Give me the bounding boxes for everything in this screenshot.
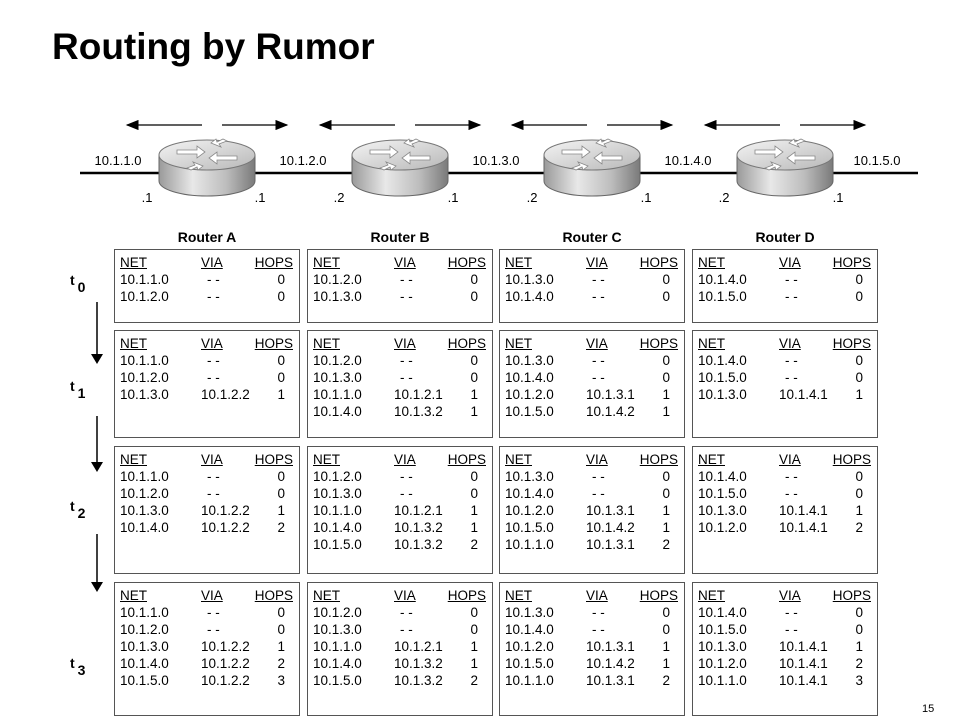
net-cell: 10.1.3.0 — [120, 503, 169, 518]
hops-cell: 0 — [470, 469, 478, 484]
via-column-header: VIA — [779, 255, 801, 270]
hops-cell: 1 — [470, 639, 478, 654]
hops-cell: 2 — [470, 673, 478, 688]
net-cell: 10.1.2.0 — [120, 370, 169, 385]
router-name-label: Router C — [562, 229, 622, 245]
hops-cell: 0 — [855, 289, 863, 304]
via-cell: 10.1.3.2 — [394, 656, 443, 671]
net-column-header: NET — [698, 588, 725, 603]
via-cell: - - — [592, 353, 605, 368]
via-cell: 10.1.4.1 — [779, 387, 828, 402]
hops-cell: 1 — [470, 503, 478, 518]
via-cell: - - — [400, 622, 413, 637]
net-cell: 10.1.2.0 — [313, 353, 362, 368]
via-column-header: VIA — [394, 255, 416, 270]
hops-cell: 0 — [470, 272, 478, 287]
hops-cell: 1 — [662, 404, 670, 419]
time-step-subscript: 0 — [77, 279, 86, 295]
via-column-header: VIA — [586, 255, 608, 270]
net-cell: 10.1.5.0 — [698, 486, 747, 501]
hops-cell: 0 — [277, 272, 285, 287]
via-cell: 10.1.4.2 — [586, 656, 635, 671]
hops-cell: 0 — [855, 469, 863, 484]
net-cell: 10.1.1.0 — [505, 673, 554, 688]
via-cell: - - — [785, 289, 798, 304]
via-cell: 10.1.3.1 — [586, 503, 635, 518]
net-cell: 10.1.4.0 — [698, 353, 747, 368]
page-number: 15 — [922, 703, 935, 715]
via-cell: - - — [207, 622, 220, 637]
via-column-header: VIA — [779, 452, 801, 467]
hops-cell: 0 — [662, 469, 670, 484]
time-step-label: t $_0$ — [70, 272, 86, 295]
hops-cell: 2 — [662, 673, 670, 688]
hops-cell: 0 — [277, 486, 285, 501]
net-cell: 10.1.4.0 — [698, 272, 747, 287]
net-cell: 10.1.1.0 — [313, 639, 362, 654]
net-cell: 10.1.3.0 — [313, 622, 362, 637]
hops-column-header: HOPS — [832, 336, 871, 351]
hops-cell: 2 — [662, 537, 670, 552]
net-column-header: NET — [698, 336, 725, 351]
hops-cell: 0 — [662, 605, 670, 620]
hops-cell: 0 — [662, 353, 670, 368]
network-label: 10.1.5.0 — [853, 153, 901, 168]
net-cell: 10.1.5.0 — [505, 404, 554, 419]
net-cell: 10.1.3.0 — [505, 353, 554, 368]
via-cell: - - — [207, 605, 220, 620]
net-column-header: NET — [313, 588, 340, 603]
net-cell: 10.1.5.0 — [313, 673, 362, 688]
net-cell: 10.1.3.0 — [698, 503, 747, 518]
net-column-header: NET — [313, 255, 340, 270]
hops-cell: 0 — [855, 272, 863, 287]
router-name-label: Router B — [370, 229, 430, 245]
hops-cell: 1 — [470, 387, 478, 402]
via-cell: 10.1.2.2 — [201, 520, 250, 535]
via-cell: 10.1.2.1 — [394, 503, 443, 518]
interface-label: .1 — [640, 190, 652, 205]
hops-column-header: HOPS — [447, 336, 486, 351]
net-cell: 10.1.5.0 — [698, 370, 747, 385]
via-cell: 10.1.3.2 — [394, 520, 443, 535]
hops-cell: 0 — [855, 353, 863, 368]
time-step-label: t $_1$ — [70, 378, 86, 401]
hops-cell: 0 — [855, 605, 863, 620]
net-cell: 10.1.2.0 — [505, 503, 554, 518]
net-cell: 10.1.2.0 — [505, 639, 554, 654]
hops-cell: 2 — [277, 656, 285, 671]
hops-cell: 1 — [662, 520, 670, 535]
net-cell: 10.1.4.0 — [698, 605, 747, 620]
hops-cell: 1 — [855, 387, 863, 402]
interface-label: .2 — [333, 190, 345, 205]
hops-cell: 1 — [662, 503, 670, 518]
net-cell: 10.1.5.0 — [313, 537, 362, 552]
hops-cell: 3 — [855, 673, 863, 688]
time-arrow-head — [91, 354, 103, 364]
hops-cell: 2 — [277, 520, 285, 535]
via-column-header: VIA — [201, 336, 223, 351]
net-cell: 10.1.2.0 — [313, 605, 362, 620]
hops-cell: 1 — [277, 503, 285, 518]
hops-cell: 0 — [277, 289, 285, 304]
router-name-label: Router A — [177, 229, 237, 245]
hops-column-header: HOPS — [254, 255, 293, 270]
via-cell: - - — [785, 469, 798, 484]
via-cell: 10.1.2.2 — [201, 387, 250, 402]
hops-cell: 0 — [662, 289, 670, 304]
via-column-header: VIA — [201, 255, 223, 270]
time-arrow-head — [91, 462, 103, 472]
via-cell: 10.1.4.1 — [779, 520, 828, 535]
via-cell: 10.1.4.1 — [779, 503, 828, 518]
net-cell: 10.1.4.0 — [505, 622, 554, 637]
via-cell: - - — [785, 622, 798, 637]
hops-column-header: HOPS — [254, 588, 293, 603]
slide-title: Routing by Rumor — [52, 26, 375, 67]
hops-column-header: HOPS — [447, 255, 486, 270]
net-cell: 10.1.3.0 — [698, 387, 747, 402]
net-column-header: NET — [505, 452, 532, 467]
via-cell: 10.1.4.1 — [779, 673, 828, 688]
via-column-header: VIA — [586, 452, 608, 467]
interface-label: .1 — [141, 190, 153, 205]
hops-column-header: HOPS — [447, 452, 486, 467]
net-column-header: NET — [120, 452, 147, 467]
via-column-header: VIA — [201, 588, 223, 603]
net-cell: 10.1.3.0 — [698, 639, 747, 654]
net-cell: 10.1.1.0 — [698, 673, 747, 688]
net-cell: 10.1.1.0 — [313, 387, 362, 402]
net-column-header: NET — [698, 255, 725, 270]
hops-cell: 2 — [470, 537, 478, 552]
net-cell: 10.1.2.0 — [313, 272, 362, 287]
hops-cell: 0 — [470, 289, 478, 304]
hops-cell: 1 — [662, 656, 670, 671]
hops-cell: 0 — [277, 469, 285, 484]
via-column-header: VIA — [394, 588, 416, 603]
net-cell: 10.1.5.0 — [505, 520, 554, 535]
via-cell: - - — [400, 289, 413, 304]
net-cell: 10.1.2.0 — [505, 387, 554, 402]
net-cell: 10.1.5.0 — [698, 622, 747, 637]
via-cell: - - — [400, 469, 413, 484]
via-cell: - - — [592, 622, 605, 637]
net-cell: 10.1.4.0 — [313, 520, 362, 535]
hops-cell: 0 — [470, 353, 478, 368]
time-step-subscript: 2 — [77, 505, 86, 521]
hops-cell: 1 — [277, 387, 285, 402]
hops-cell: 2 — [855, 520, 863, 535]
net-cell: 10.1.4.0 — [505, 370, 554, 385]
via-column-header: VIA — [779, 588, 801, 603]
net-cell: 10.1.1.0 — [120, 605, 169, 620]
net-column-header: NET — [505, 336, 532, 351]
hops-cell: 0 — [662, 622, 670, 637]
via-cell: 10.1.4.1 — [779, 639, 828, 654]
via-cell: 10.1.3.2 — [394, 537, 443, 552]
via-cell: - - — [592, 289, 605, 304]
net-cell: 10.1.4.0 — [313, 404, 362, 419]
net-column-header: NET — [505, 588, 532, 603]
hops-cell: 1 — [277, 639, 285, 654]
via-cell: - - — [400, 605, 413, 620]
net-cell: 10.1.5.0 — [505, 656, 554, 671]
via-cell: - - — [785, 370, 798, 385]
net-cell: 10.1.3.0 — [313, 289, 362, 304]
hops-column-header: HOPS — [447, 588, 486, 603]
time-step-label: t $_2$ — [70, 498, 86, 521]
net-cell: 10.1.2.0 — [120, 622, 169, 637]
via-cell: 10.1.4.2 — [586, 404, 635, 419]
hops-cell: 0 — [470, 605, 478, 620]
net-cell: 10.1.5.0 — [698, 289, 747, 304]
net-cell: 10.1.3.0 — [120, 387, 169, 402]
hops-cell: 1 — [470, 404, 478, 419]
time-step-label: t $_3$ — [70, 655, 86, 678]
via-cell: 10.1.3.1 — [586, 673, 635, 688]
network-label: 10.1.3.0 — [472, 153, 520, 168]
via-cell: 10.1.2.1 — [394, 639, 443, 654]
hops-cell: 0 — [277, 370, 285, 385]
net-cell: 10.1.3.0 — [505, 272, 554, 287]
net-cell: 10.1.1.0 — [120, 469, 169, 484]
hops-cell: 3 — [277, 673, 285, 688]
hops-cell: 0 — [470, 370, 478, 385]
net-cell: 10.1.5.0 — [120, 673, 169, 688]
via-cell: - - — [592, 272, 605, 287]
net-cell: 10.1.3.0 — [313, 370, 362, 385]
net-cell: 10.1.1.0 — [120, 272, 169, 287]
net-column-header: NET — [505, 255, 532, 270]
via-cell: 10.1.2.2 — [201, 639, 250, 654]
via-cell: 10.1.3.2 — [394, 404, 443, 419]
via-cell: 10.1.2.2 — [201, 673, 250, 688]
interface-label: .1 — [832, 190, 844, 205]
net-cell: 10.1.3.0 — [313, 486, 362, 501]
net-cell: 10.1.2.0 — [120, 486, 169, 501]
net-cell: 10.1.4.0 — [505, 289, 554, 304]
hops-column-header: HOPS — [832, 452, 871, 467]
net-column-header: NET — [120, 255, 147, 270]
via-cell: 10.1.2.2 — [201, 656, 250, 671]
interface-label: .1 — [447, 190, 459, 205]
hops-column-header: HOPS — [832, 588, 871, 603]
interface-label: .1 — [254, 190, 266, 205]
hops-cell: 1 — [470, 656, 478, 671]
hops-cell: 0 — [662, 486, 670, 501]
time-step-subscript: 1 — [77, 385, 86, 401]
net-cell: 10.1.1.0 — [313, 503, 362, 518]
via-cell: 10.1.3.1 — [586, 387, 635, 402]
via-cell: - - — [592, 486, 605, 501]
via-cell: 10.1.4.2 — [586, 520, 635, 535]
time-step-subscript: 3 — [77, 662, 86, 678]
hops-cell: 0 — [855, 622, 863, 637]
via-cell: - - — [785, 486, 798, 501]
via-cell: 10.1.3.1 — [586, 537, 635, 552]
via-cell: - - — [207, 486, 220, 501]
network-label: 10.1.2.0 — [279, 153, 327, 168]
hops-cell: 1 — [662, 387, 670, 402]
net-cell: 10.1.1.0 — [505, 537, 554, 552]
via-cell: - - — [400, 370, 413, 385]
net-cell: 10.1.2.0 — [698, 656, 747, 671]
net-cell: 10.1.2.0 — [120, 289, 169, 304]
hops-column-header: HOPS — [254, 452, 293, 467]
via-cell: - - — [400, 486, 413, 501]
via-cell: - - — [400, 353, 413, 368]
via-cell: - - — [785, 605, 798, 620]
net-column-header: NET — [313, 452, 340, 467]
via-cell: 10.1.4.1 — [779, 656, 828, 671]
net-cell: 10.1.4.0 — [313, 656, 362, 671]
hops-cell: 0 — [662, 370, 670, 385]
network-label: 10.1.1.0 — [94, 153, 142, 168]
via-column-header: VIA — [201, 452, 223, 467]
net-column-header: NET — [120, 336, 147, 351]
via-cell: - - — [207, 272, 220, 287]
net-cell: 10.1.4.0 — [698, 469, 747, 484]
via-column-header: VIA — [586, 588, 608, 603]
hops-column-header: HOPS — [639, 588, 678, 603]
hops-cell: 1 — [662, 639, 670, 654]
via-cell: 10.1.2.1 — [394, 387, 443, 402]
hops-cell: 0 — [855, 486, 863, 501]
time-arrow-head — [91, 582, 103, 592]
hops-cell: 0 — [470, 486, 478, 501]
hops-cell: 0 — [277, 353, 285, 368]
hops-cell: 1 — [855, 503, 863, 518]
hops-column-header: HOPS — [639, 452, 678, 467]
via-cell: 10.1.2.2 — [201, 503, 250, 518]
hops-cell: 2 — [855, 656, 863, 671]
net-column-header: NET — [313, 336, 340, 351]
net-cell: 10.1.2.0 — [698, 520, 747, 535]
net-cell: 10.1.3.0 — [505, 469, 554, 484]
via-cell: - - — [207, 469, 220, 484]
hops-cell: 0 — [470, 622, 478, 637]
net-cell: 10.1.4.0 — [505, 486, 554, 501]
hops-column-header: HOPS — [639, 255, 678, 270]
via-column-header: VIA — [586, 336, 608, 351]
via-cell: - - — [592, 469, 605, 484]
via-cell: 10.1.3.1 — [586, 639, 635, 654]
via-cell: - - — [207, 289, 220, 304]
via-cell: - - — [785, 272, 798, 287]
hops-column-header: HOPS — [254, 336, 293, 351]
interface-label: .2 — [718, 190, 730, 205]
router-name-label: Router D — [755, 229, 815, 245]
via-cell: - - — [207, 370, 220, 385]
via-cell: - - — [207, 353, 220, 368]
hops-cell: 0 — [662, 272, 670, 287]
hops-cell: 0 — [277, 622, 285, 637]
via-cell: - - — [785, 353, 798, 368]
network-label: 10.1.4.0 — [664, 153, 712, 168]
via-cell: - - — [592, 605, 605, 620]
hops-column-header: HOPS — [639, 336, 678, 351]
hops-column-header: HOPS — [832, 255, 871, 270]
via-column-header: VIA — [394, 336, 416, 351]
via-cell: - - — [592, 370, 605, 385]
net-cell: 10.1.3.0 — [505, 605, 554, 620]
via-cell: 10.1.3.2 — [394, 673, 443, 688]
hops-cell: 0 — [277, 605, 285, 620]
net-column-header: NET — [120, 588, 147, 603]
via-cell: - - — [400, 272, 413, 287]
net-cell: 10.1.2.0 — [313, 469, 362, 484]
interface-label: .2 — [526, 190, 538, 205]
net-column-header: NET — [698, 452, 725, 467]
net-cell: 10.1.1.0 — [120, 353, 169, 368]
net-cell: 10.1.4.0 — [120, 656, 169, 671]
net-cell: 10.1.3.0 — [120, 639, 169, 654]
net-cell: 10.1.4.0 — [120, 520, 169, 535]
hops-cell: 1 — [855, 639, 863, 654]
hops-cell: 0 — [855, 370, 863, 385]
via-column-header: VIA — [394, 452, 416, 467]
hops-cell: 1 — [470, 520, 478, 535]
via-column-header: VIA — [779, 336, 801, 351]
